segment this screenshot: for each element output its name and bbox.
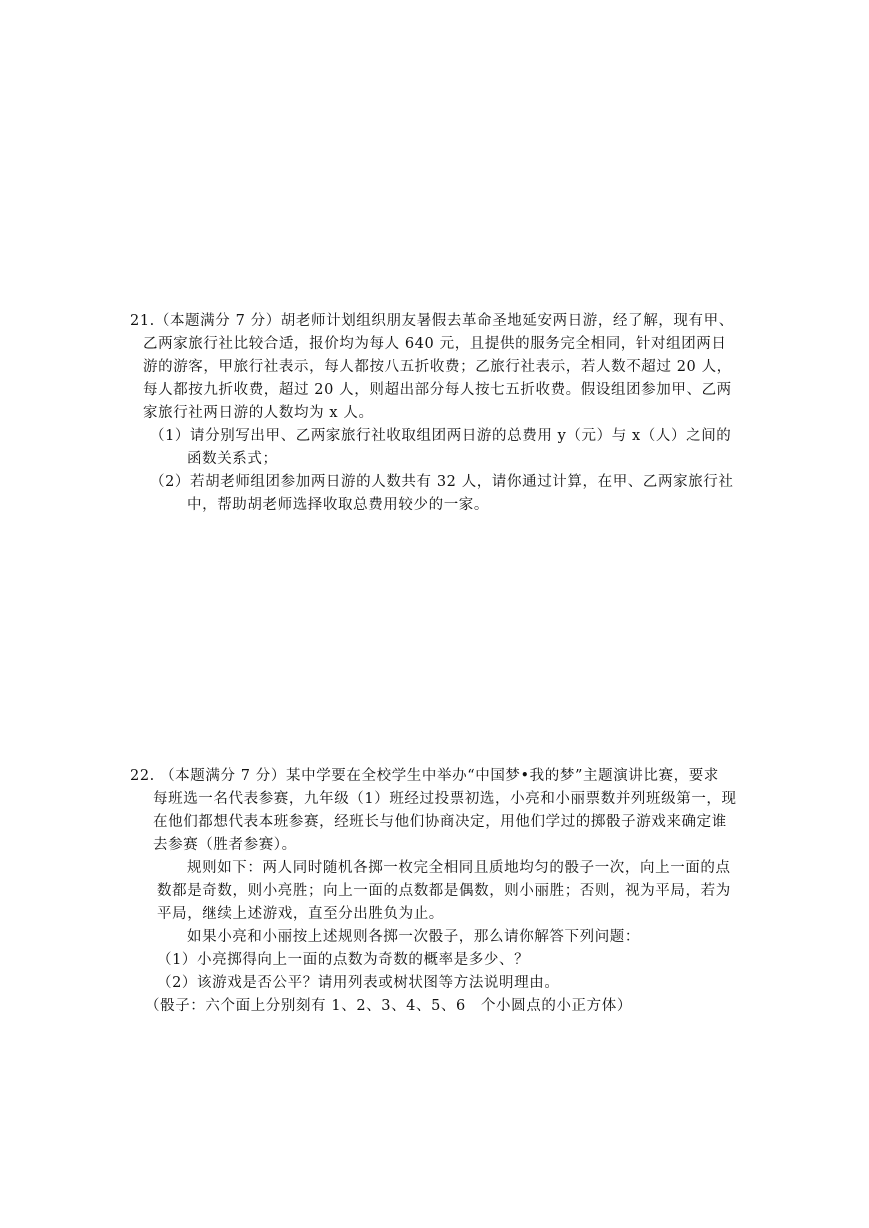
q22-line-1: 22. （本题满分 7 分）某中学要在全校学生中举办“中国梦•我的梦”主题演讲比赛，要求 <box>130 768 719 784</box>
q22-rules-line-2: 数都是奇数，则小亮胜；向上一面的点数都是偶数，则小丽胜；否则，视为平局，若为 <box>157 883 731 899</box>
q22-rules-line-1: 规则如下：两人同时随机各掷一枚完全相同且质地均匀的骰子一次，向上一面的点 <box>187 860 731 876</box>
q22-dice-note: （骰子：六个面上分别刻有 1、2、3、4、5、6 个小圆点的小正方体） <box>145 998 632 1014</box>
q21-line-4: 每人都按九折收费，超过 20 人，则超出部分每人按七五折收费。假设组团参加甲、乙两 <box>143 382 732 398</box>
q21-sub1-line-2: 函数关系式； <box>187 451 278 467</box>
q22-sub1: （1）小亮掷得向上一面的点数为奇数的概率是多少、？ <box>157 952 530 968</box>
q22-line-4: 去参赛（胜者参赛）。 <box>153 837 297 853</box>
q22-line-2: 每班选一名代表参赛，九年级（1）班经过投票初选，小亮和小丽票数并列班级第一，现 <box>153 791 737 807</box>
q22-intro: 如果小亮和小丽按上述规则各掷一次骰子，那么请你解答下列问题： <box>187 929 640 945</box>
q22-rules-line-3: 平局，继续上述游戏，直至分出胜负为止。 <box>157 906 444 922</box>
q21-sub2-line-2: 中，帮助胡老师选择收取总费用较少的一家。 <box>187 497 489 513</box>
q21-sub2-line-1: （2）若胡老师组团参加两日游的人数共有 32 人，请你通过计算，在甲、乙两家旅行社 <box>150 474 734 490</box>
q21-line-5: 家旅行社两日游的人数均为 x 人。 <box>143 405 374 421</box>
q21-line-1: 21.（本题满分 7 分）胡老师计划组织朋友暑假去革命圣地延安两日游，经了解，现有甲、 <box>130 313 734 329</box>
q22-sub2: （2）该游戏是否公平？请用列表或树状图等方法说明理由。 <box>157 975 560 991</box>
q21-sub1-line-1: （1）请分别写出甲、乙两家旅行社收取组团两日游的总费用 y（元）与 x（人）之间的 <box>150 428 732 444</box>
q22-line-3: 在他们都想代表本班参赛，经班长与他们协商决定，用他们学过的掷骰子游戏来确定谁 <box>153 814 727 830</box>
q21-line-2: 乙两家旅行社比较合适，报价均为每人 640 元，且提供的服务完全相同，针对组团两日 <box>143 336 727 352</box>
q21-line-3: 游的游客，甲旅行社表示，每人都按八五折收费；乙旅行社表示，若人数不超过 20 人， <box>143 359 732 375</box>
